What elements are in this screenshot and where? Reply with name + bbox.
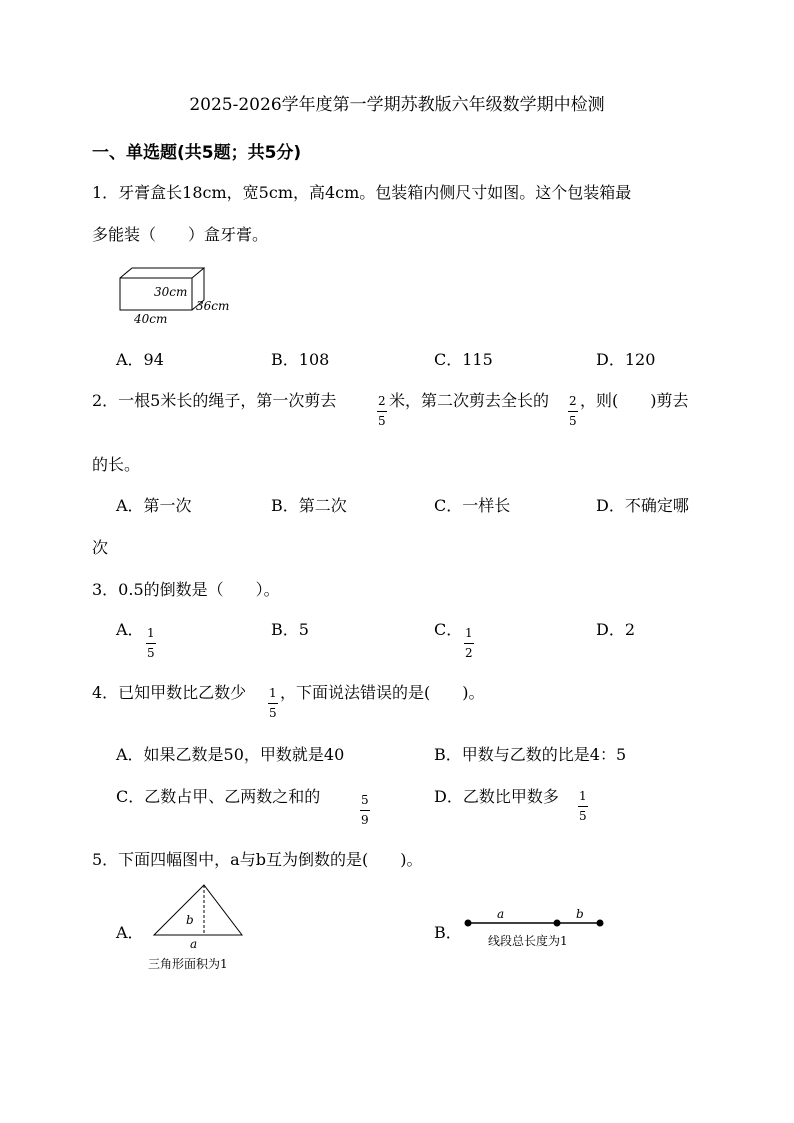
section-heading: 一、单选题(共5题；共5分) (92, 143, 302, 163)
fraction-denominator: 5 (378, 414, 386, 428)
triangle-figure (140, 880, 260, 975)
q1-option-b: B．108 (271, 350, 330, 369)
segment-caption: 线段总长度为1 (488, 934, 568, 948)
fraction-denominator: 5 (269, 706, 277, 720)
q1-option-a: A．94 (116, 350, 164, 369)
fraction-denominator: 5 (147, 646, 155, 660)
question-3: 3．0.5的倒数是（ ）。 (92, 580, 280, 599)
q5-option-a: A． (116, 923, 144, 942)
segment-b-label: b (576, 907, 584, 921)
page-title: 2025-2026学年度第一学期苏教版六年级数学期中检测 (189, 95, 605, 115)
triangle-caption: 三角形面积为1 (148, 957, 228, 971)
fraction-numerator: 1 (465, 626, 473, 640)
q2-option-d-wrap: 次 (92, 538, 109, 557)
fraction-numerator: 2 (378, 394, 386, 408)
q5-option-b: B． (434, 923, 462, 942)
question-1-line-1: 1．牙膏盒长18cm，宽5cm，高4cm。包装箱内侧尺寸如图。这个包装箱最 (92, 183, 632, 202)
fraction-denominator: 5 (579, 809, 587, 823)
q2-option-a: A．第一次 (116, 496, 192, 515)
q3-option-d: D．2 (596, 620, 636, 639)
box-figure (112, 262, 252, 332)
q2-fraction-2 (568, 394, 580, 434)
q2-option-d: D．不确定哪 (596, 496, 689, 515)
fraction-numerator: 5 (361, 793, 369, 807)
segment-a-label: a (497, 907, 505, 921)
box-depth-label: 36cm (196, 299, 230, 313)
q2-fraction-1 (377, 394, 389, 434)
q3-option-c-fraction (464, 626, 476, 666)
fraction-denominator: 2 (465, 646, 473, 660)
q2-option-c: C．一样长 (434, 496, 511, 515)
fraction-numerator: 1 (579, 789, 587, 803)
question-1-line-2: 多能装（ ）盒牙膏。 (92, 225, 269, 244)
q3-option-a: A． (116, 620, 144, 639)
q4-option-c-fraction (360, 793, 372, 833)
q3-option-b: B．5 (271, 620, 309, 639)
triangle-a-label: a (190, 937, 198, 951)
q4-fraction (268, 686, 280, 726)
q4-option-d-fraction (578, 789, 590, 829)
segment-figure (460, 900, 610, 955)
box-height-label: 30cm (154, 285, 188, 299)
question-2-part-2: 米，第二次剪去全长的 (389, 391, 550, 410)
question-4-part-2: ，下面说法错误的是( )。 (280, 683, 485, 702)
q4-option-a: A．如果乙数是50，甲数就是40 (116, 745, 345, 764)
question-5: 5．下面四幅图中，a与b互为倒数的是( )。 (92, 850, 423, 869)
q4-option-c: C．乙数占甲、乙两数之和的 (116, 787, 321, 806)
fraction-denominator: 9 (361, 813, 369, 827)
q4-option-d: D．乙数比甲数多 (434, 787, 559, 806)
question-4-part-1: 4．已知甲数比乙数少 (92, 683, 247, 702)
q3-option-c: C． (434, 620, 463, 639)
question-2-line-2: 的长。 (92, 455, 141, 474)
triangle-b-label: b (186, 913, 194, 927)
q1-option-c: C．115 (434, 350, 493, 369)
q4-option-b: B．甲数与乙数的比是4：5 (434, 745, 627, 764)
fraction-numerator: 1 (269, 686, 277, 700)
q2-option-b: B．第二次 (271, 496, 347, 515)
fraction-numerator: 2 (569, 394, 577, 408)
question-2-part-1: 2．一根5米长的绳子，第一次剪去 (92, 391, 337, 410)
q1-option-d: D．120 (596, 350, 656, 369)
box-width-label: 40cm (134, 312, 168, 326)
q3-option-a-fraction (146, 626, 158, 666)
fraction-numerator: 1 (147, 626, 155, 640)
fraction-denominator: 5 (569, 414, 577, 428)
question-2-part-3: ，则( )剪去 (580, 391, 689, 410)
